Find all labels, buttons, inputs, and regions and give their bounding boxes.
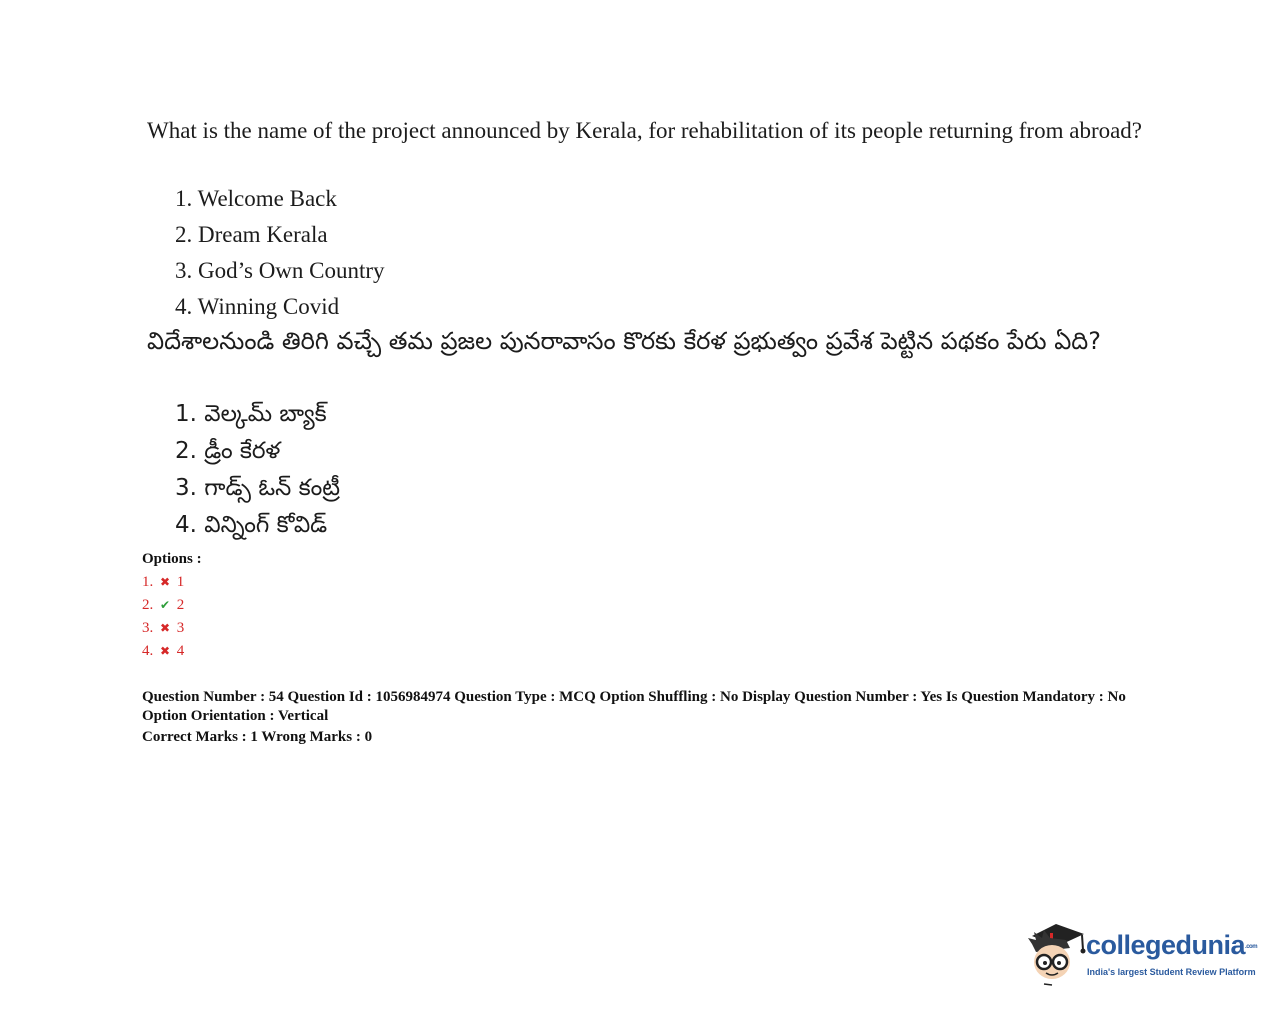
options-heading: Options : [142,551,202,567]
telugu-options-list [175,396,340,544]
answer-option-4: 4. ✖ 4 [142,640,202,663]
answer-option-2: 2. ✔ 2 [142,594,202,617]
collegedunia-logo [1026,918,1256,988]
cross-icon: ✖ [159,621,171,635]
question-text-english: What is the name of the project announced by Kerala, for rehabilitation of its people returning from abroad? [147,118,1143,143]
telugu-option-1: 1. వెల్కమ్ బ్యాక్ [175,401,327,427]
answer-options-block [142,548,202,663]
english-option-4: 4. Winning Covid [175,294,340,319]
logo-tagline: India's largest Student Review Platform [1087,967,1256,977]
telugu-option-3: 3. గాడ్స్ ఓన్ కంట్రీ [175,475,341,501]
metadata-line-1: Question Number : 54 Question Id : 1056984974 Question Type : MCQ Option Shuffling : No Display Question Number : Yes Is Question Mandatory : No [142,689,1126,705]
telugu-option-2: 2. డ్రీం కేరళ [175,438,281,464]
metadata-line-2: Option Orientation : Vertical [142,708,329,724]
question-metadata [142,688,1126,747]
answer-option-3: 3. ✖ 3 [142,617,202,640]
english-options-list [175,181,385,325]
question-text-telugu: విదేశాలనుండి తిరిగి వచ్చే తమ ప్రజల పునరావాసం కొరకు కేరళ ప్రభుత్వం ప్రవేశ పెట్టిన పథకం పేరు ఏది? [147,327,1101,355]
metadata-line-3: Correct Marks : 1 Wrong Marks : 0 [142,729,373,745]
telugu-option-4: 4. విన్నింగ్ కోవిడ్ [175,512,328,538]
cross-icon: ✖ [159,644,171,658]
english-option-1: 1. Welcome Back [175,186,337,211]
english-option-2: 2. Dream Kerala [175,222,328,247]
mascot-icon [1026,918,1088,986]
logo-wordmark: collegedunia.com [1086,930,1258,960]
answer-option-1: 1. ✖ 1 [142,571,202,594]
cross-icon: ✖ [159,575,171,589]
english-option-3: 3. God’s Own Country [175,258,385,283]
check-icon: ✔ [159,598,171,612]
